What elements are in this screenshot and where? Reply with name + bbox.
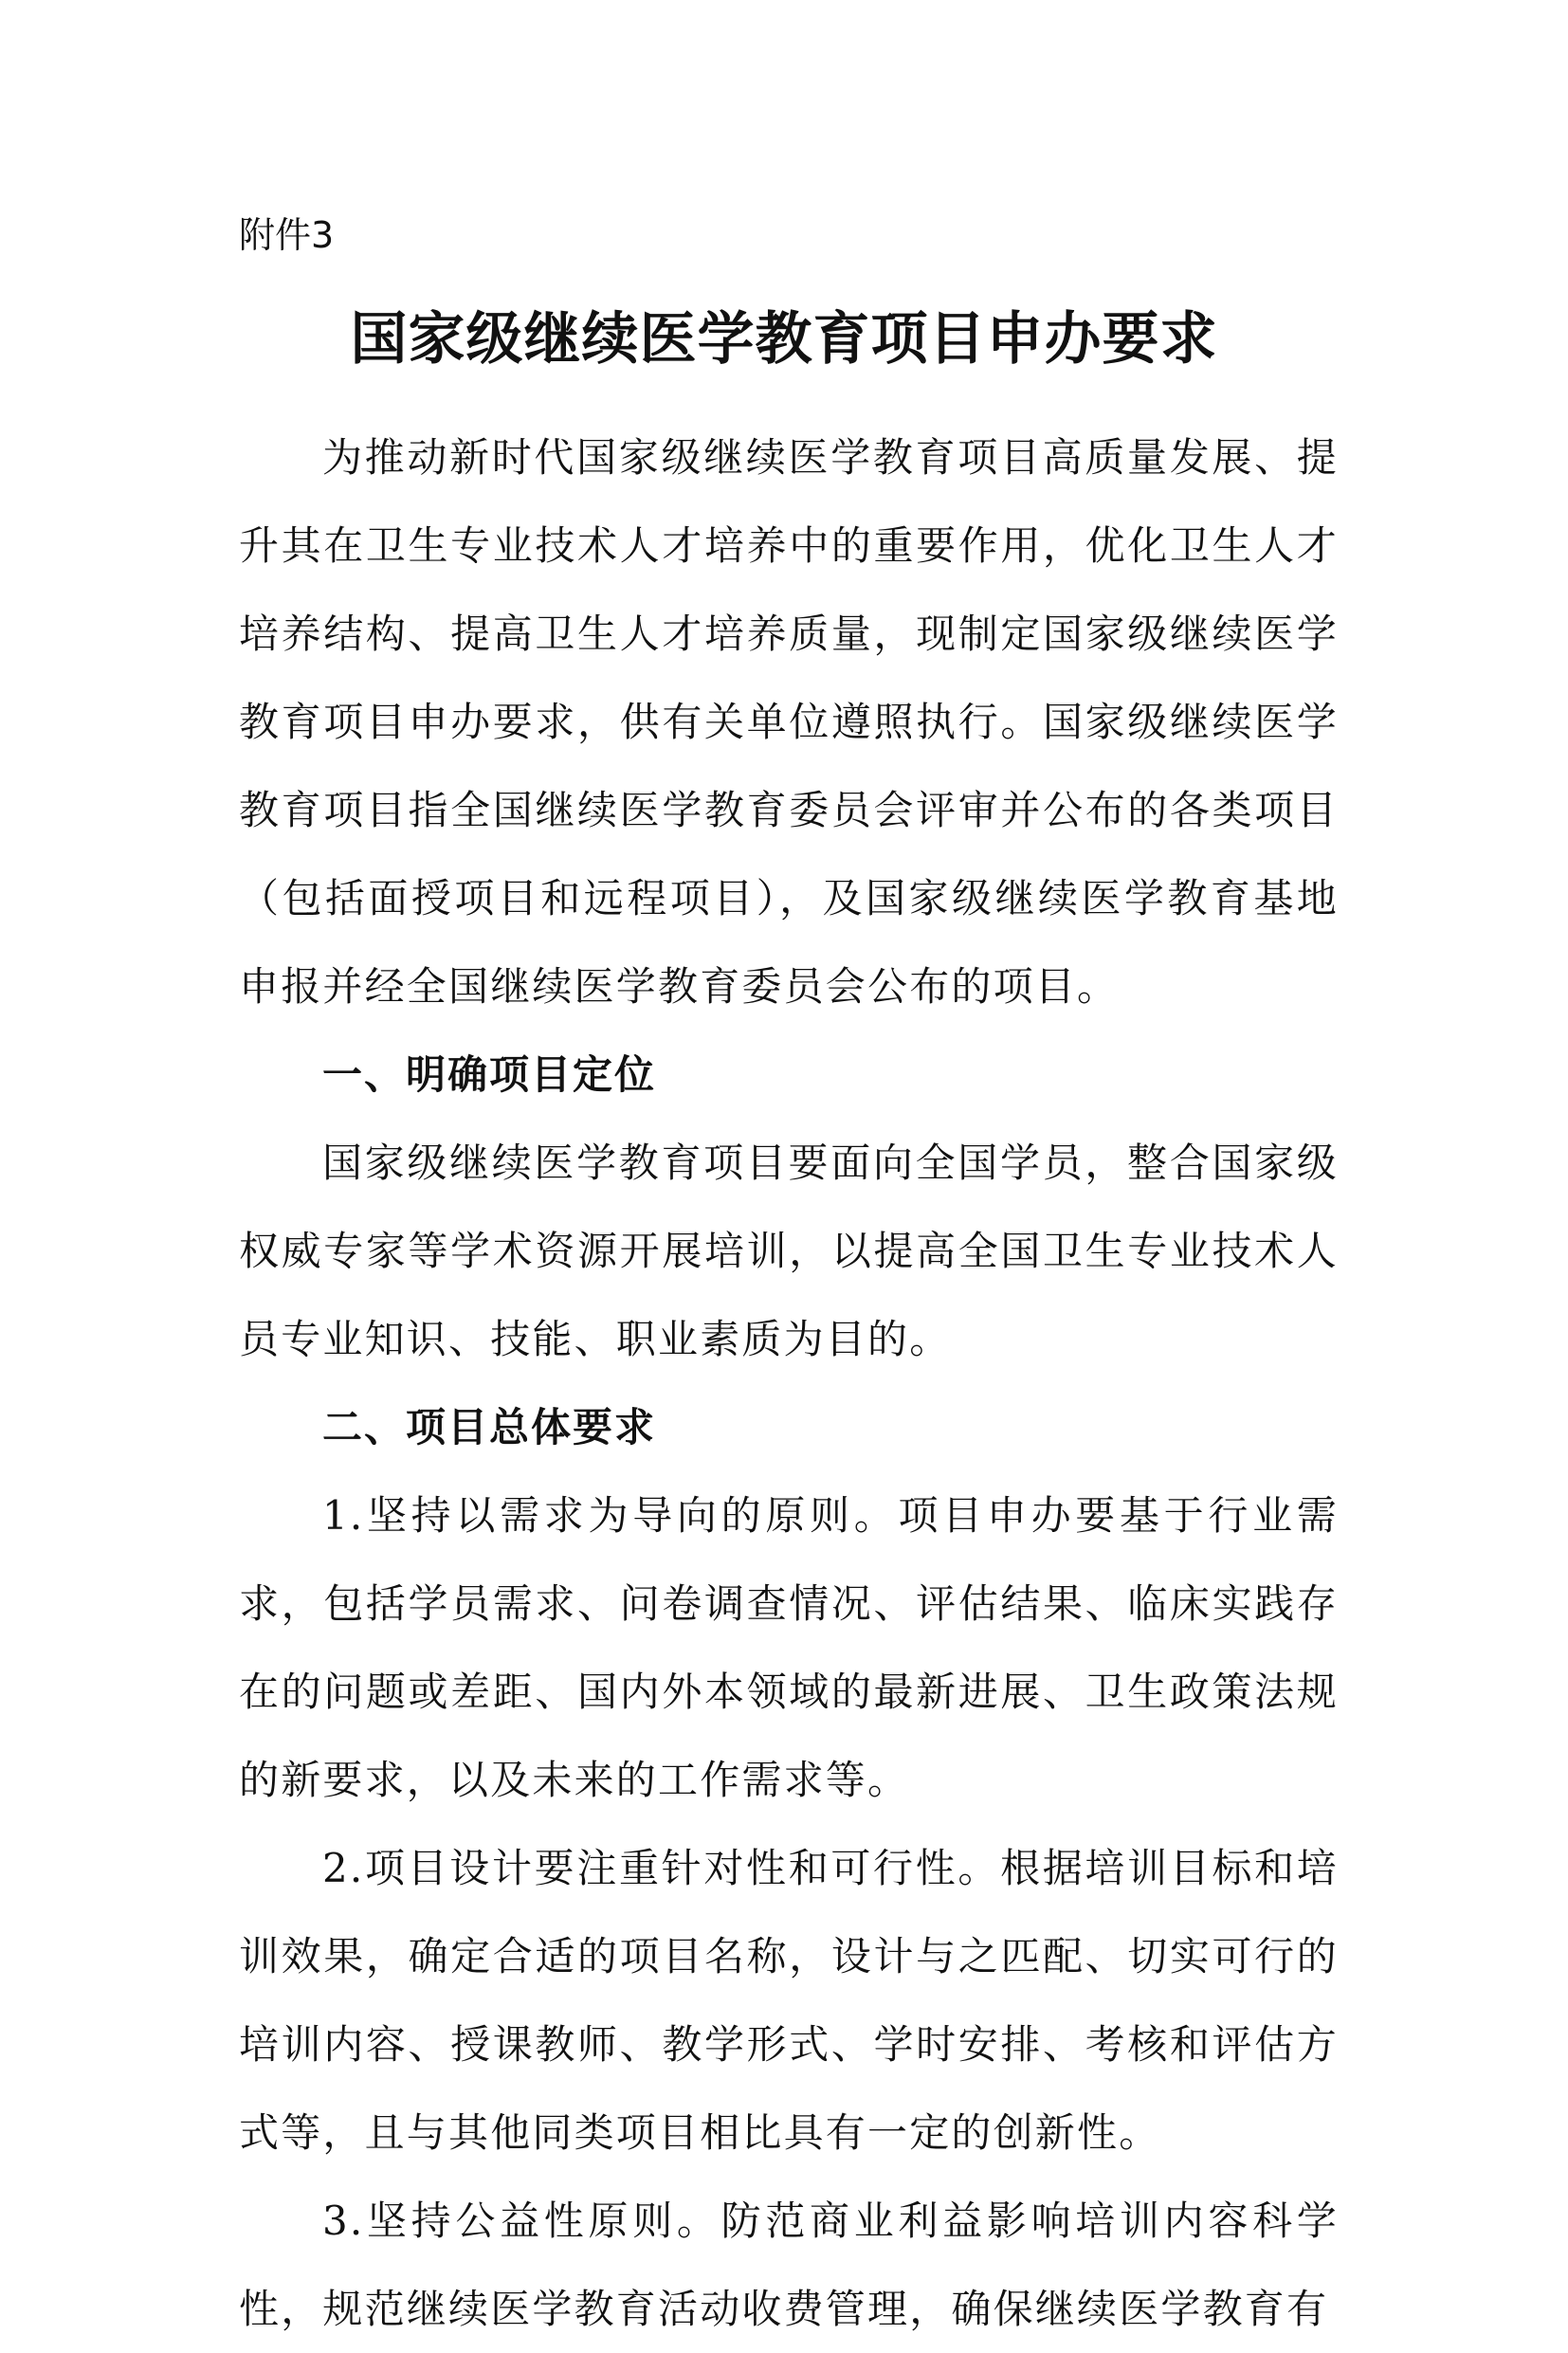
section-heading: 一、明确项目定位 xyxy=(322,1051,657,1098)
document-title: 国家级继续医学教育项目申办要求 xyxy=(350,306,1218,373)
intro-paragraph: 为推动新时代国家级继续医学教育项目高质量发展、提升其在卫生专业技术人才培养中的重要作用，优化卫生人才培养结构、提高卫生人才培养质量，现制定国家级继续医学教育项目申办要求，供有关单位遵照执行。国家级继续医学教育项目指全国继续医学教育委员会评审并公布的各类项目（包括面授项目和远程项目），及国家级继续医学教育基地申报并经全国继续医学教育委员会公布的项目。 xyxy=(239,434,1339,1010)
section-positioning xyxy=(239,1031,1339,1383)
attachment-label: 附件3 xyxy=(239,214,335,256)
requirement-paragraph-2: 2.项目设计要注重针对性和可行性。根据培训目标和培训效果，确定合适的项目名称，设计与之匹配、切实可行的培训内容、授课教师、教学形式、学时安排、考核和评估方式等，且与其他同类项目相比具有一定的创新性。 xyxy=(239,1845,1339,2156)
requirement-paragraph-1: 1.坚持以需求为导向的原则。项目申办要基于行业需求，包括学员需求、问卷调查情况、评估结果、临床实践存在的问题或差距、国内外本领域的最新进展、卫生政策法规的新要求，以及未来的工作需求等。 xyxy=(239,1492,1339,1803)
section-general-requirements xyxy=(239,1383,1339,2353)
section-heading: 二、项目总体要求 xyxy=(322,1404,657,1450)
document-body xyxy=(239,413,1339,2353)
section-paragraph: 国家级继续医学教育项目要面向全国学员，整合国家级权威专家等学术资源开展培训，以提高全国卫生专业技术人员专业知识、技能、职业素质为目的。 xyxy=(239,1140,1339,1362)
requirement-paragraph-3: 3.坚持公益性原则。防范商业利益影响培训内容科学性，规范继续医学教育活动收费管理，确保继续医学教育有 xyxy=(239,2198,1339,2332)
